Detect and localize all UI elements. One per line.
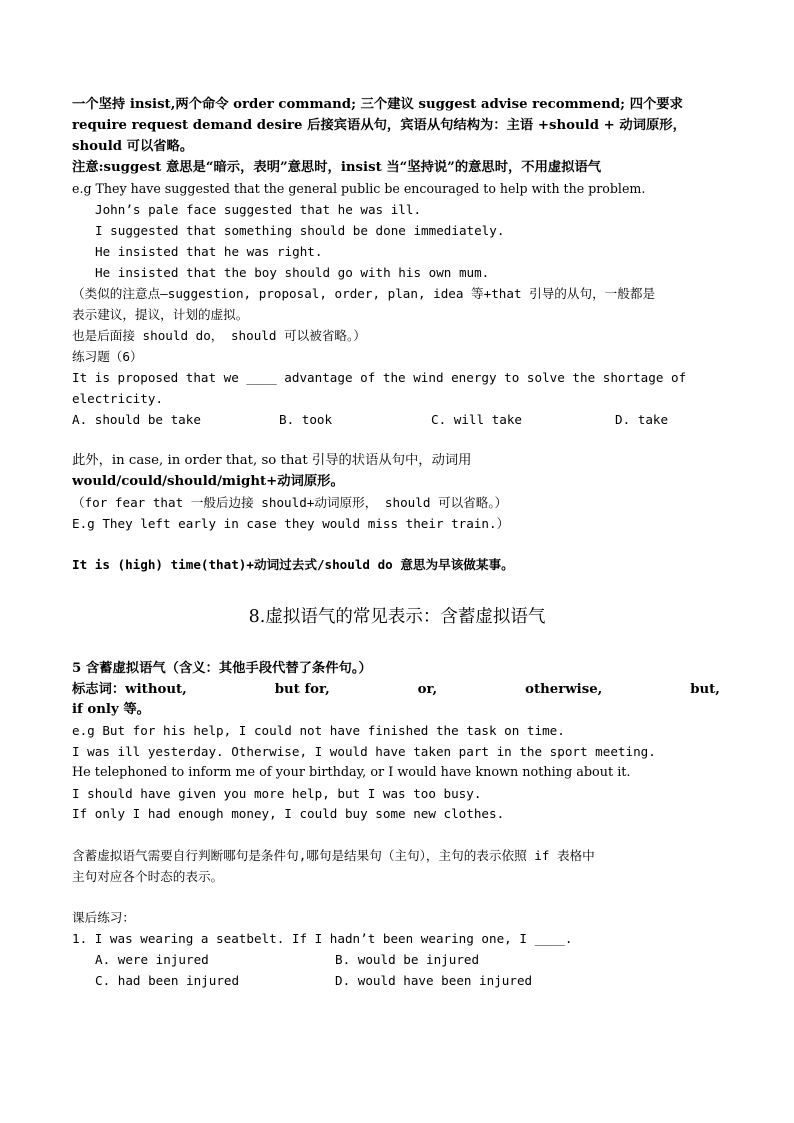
clause-note-2: would/could/should/might+动词原形。 bbox=[72, 474, 344, 489]
homework-option-d: D. would have been injured bbox=[335, 973, 533, 988]
homework-option-c: C. had been injured bbox=[95, 973, 240, 988]
homework-question: 1. I was wearing a seatbelt. If I hadn’t been wearing one, I ____. bbox=[72, 931, 573, 946]
implicit-example-1: e.g But for his help, I could not have finished the task on time. bbox=[72, 723, 565, 738]
example-line-5: He insisted that the boy should go with his own mum. bbox=[95, 265, 490, 280]
exercise-option-b: B. took bbox=[279, 412, 333, 427]
marker-label: 标志词：without, bbox=[72, 682, 187, 697]
homework-option-a: A. were injured bbox=[95, 952, 209, 967]
marker-otherwise: otherwise, bbox=[525, 682, 603, 697]
clause-example: E.g They left early in case they would miss their train.） bbox=[72, 516, 510, 531]
similar-note-2: 表示建议，提议，计划的虚拟。 bbox=[72, 307, 249, 322]
example-line-4: He insisted that he was right. bbox=[95, 244, 323, 259]
homework-option-b: B. would be injured bbox=[335, 952, 480, 967]
implicit-example-4: I should have given you more help, but I was too busy. bbox=[72, 786, 482, 801]
marker-but-for: but for, bbox=[274, 682, 330, 697]
marker-but: but, bbox=[690, 682, 720, 697]
similar-note-3: 也是后面接 should do， should 可以被省略。） bbox=[72, 328, 366, 343]
rule-line-1: 一个坚持 insist,两个命令 order command; 三个建议 suggest advise recommend; 四个要求 bbox=[72, 97, 683, 112]
marker-or: or, bbox=[417, 682, 438, 697]
exercise-option-a: A. should be take bbox=[72, 412, 201, 427]
exercise-option-c: C. will take bbox=[431, 412, 522, 427]
implicit-explanation-2: 主句对应各个时态的表示。 bbox=[72, 869, 224, 884]
exercise-question-line-1: It is proposed that we ____ advantage of the wind energy to solve the shortage of bbox=[72, 370, 687, 385]
clause-note-1: 此外，in case, in order that, so that 引导的状语从句中，动词用 bbox=[72, 453, 472, 468]
implicit-explanation-1: 含蓄虚拟语气需要自行判断哪句是条件句,哪句是结果句（主句），主句的表示依照 if 表格中 bbox=[72, 848, 595, 863]
note-line: 注意:suggest 意思是“暗示，表明”意思时，insist 当“坚持说”的意思时，不用虚拟语气 bbox=[72, 160, 602, 175]
implicit-subjunctive-title: 5 含蓄虚拟语气（含义：其他手段代替了条件句。） bbox=[72, 661, 372, 676]
similar-note-1: （类似的注意点—suggestion, proposal, order, plan, idea 等+that 引导的从句，一般都是 bbox=[72, 286, 656, 301]
section-heading: 8.虚拟语气的常见表示：含蓄虚拟语气 bbox=[248, 607, 546, 627]
rule-line-2: require request demand desire 后接宾语从句，宾语从句结构为：主语 +should + 动词原形， bbox=[72, 118, 686, 133]
example-line-1: e.g They have suggested that the general public be encouraged to help with the problem. bbox=[72, 181, 646, 196]
exercise-title: 练习题（6） bbox=[72, 349, 143, 364]
rule-line-3: should 可以省略。 bbox=[72, 139, 194, 154]
homework-title: 课后练习： bbox=[72, 910, 135, 925]
high-time-rule: It is (high) time(that)+动词过去式/should do 意思为早该做某事。 bbox=[72, 557, 514, 572]
clause-note-3: （for fear that 一般后边接 should+动词原形， should 可以省略。） bbox=[72, 495, 508, 510]
implicit-example-5: If only I had enough money, I could buy some new clothes. bbox=[72, 806, 505, 821]
example-line-2: John’s pale face suggested that he was ill. bbox=[95, 202, 422, 217]
marker-words-line bbox=[72, 680, 720, 701]
exercise-question-line-2: electricity. bbox=[72, 391, 163, 406]
implicit-example-2: I was ill yesterday. Otherwise, I would have taken part in the sport meeting. bbox=[72, 744, 656, 759]
exercise-option-d: D. take bbox=[615, 412, 669, 427]
marker-words-continuation: if only 等。 bbox=[72, 702, 150, 717]
example-line-3: I suggested that something should be done immediately. bbox=[95, 223, 505, 238]
implicit-example-3: He telephoned to inform me of your birthday, or I would have known nothing about it. bbox=[72, 765, 631, 780]
